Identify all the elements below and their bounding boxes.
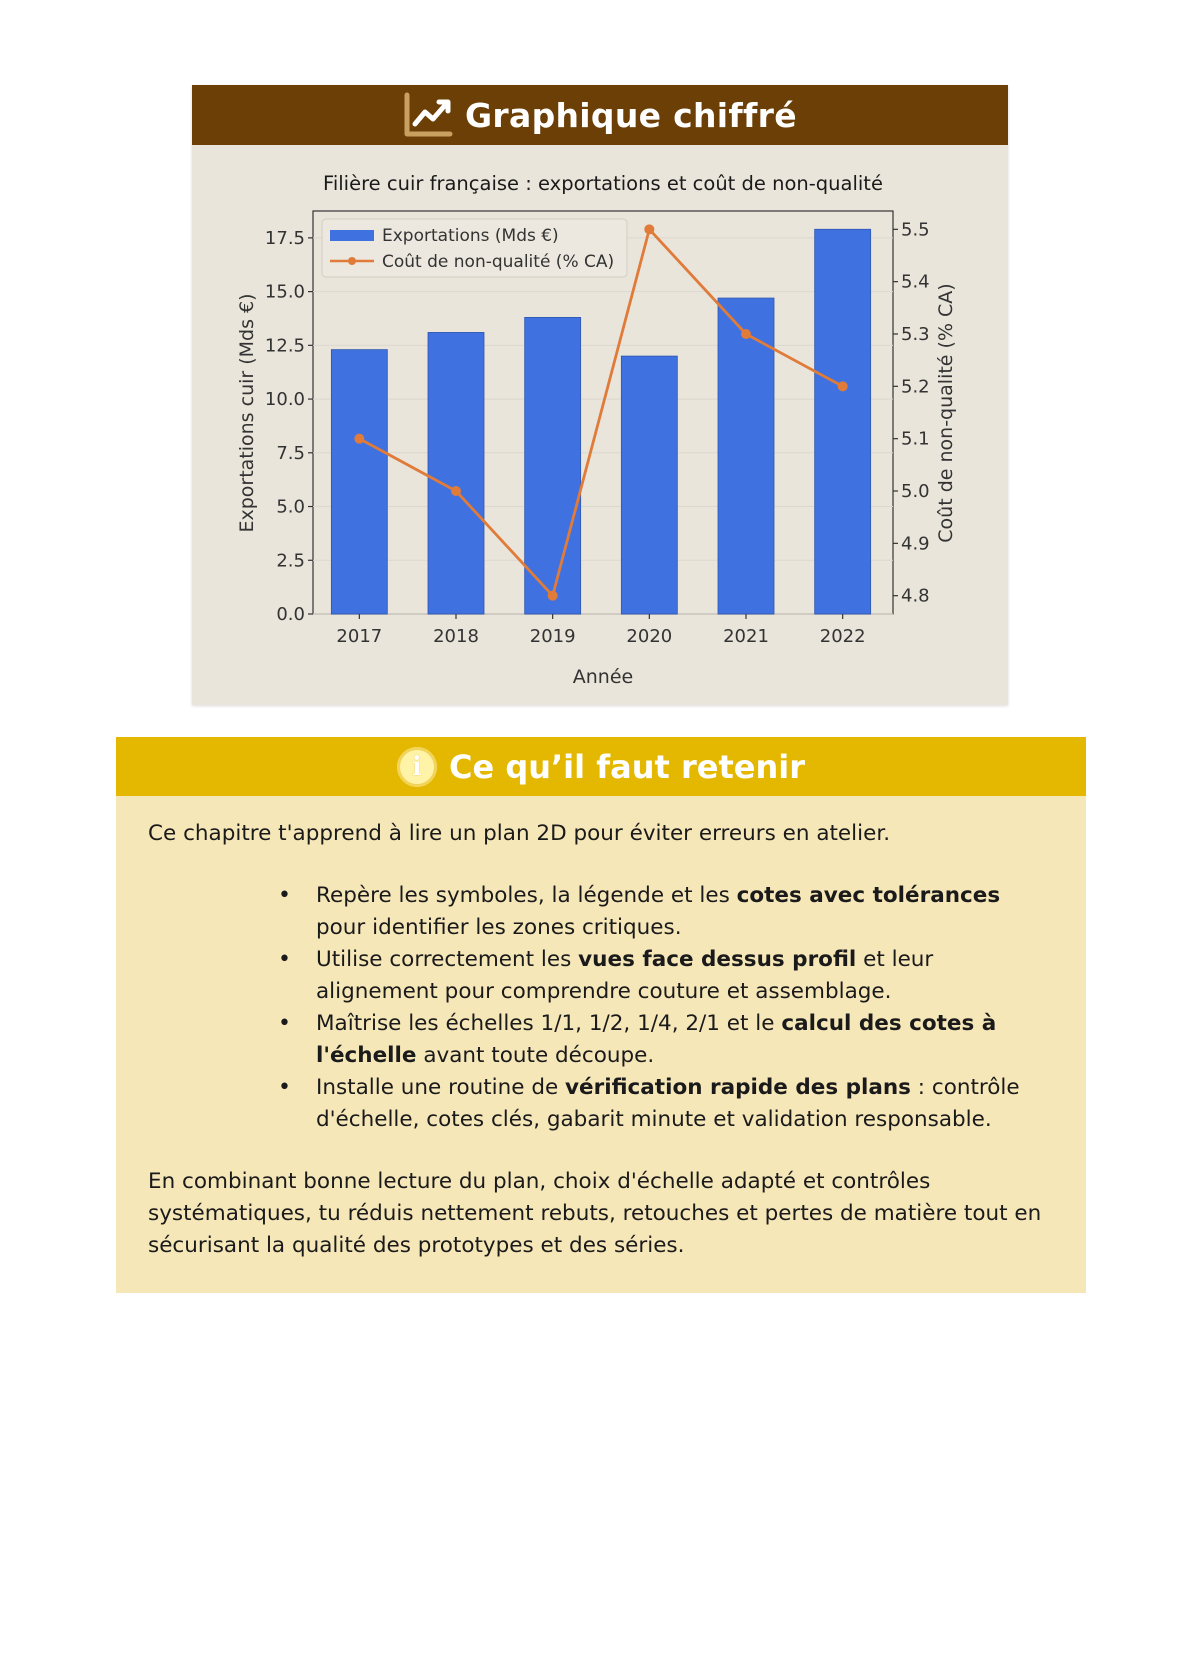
chart-title: Filière cuir française : exportations et coût de non-qualité — [323, 172, 883, 195]
y2-tick-label: 5.4 — [901, 271, 930, 293]
y-tick-label: 10.0 — [264, 389, 305, 411]
y2-tick-label: 4.8 — [901, 585, 930, 607]
x-tick-label: 2019 — [529, 626, 576, 647]
y-tick-label: 12.5 — [264, 335, 305, 357]
chart — [192, 145, 1008, 705]
legend-marker-cost — [348, 257, 356, 265]
summary-bullet-list — [148, 880, 1054, 1136]
summary-card — [116, 737, 1086, 1293]
cost-point-2020 — [644, 224, 654, 234]
bullet-emphasis: vues face dessus profil — [578, 947, 857, 972]
summary-title: Ce qu’il faut retenir — [449, 747, 805, 786]
legend-swatch-exports — [330, 230, 374, 241]
bullet-text: Repère les symboles, la légende et les — [316, 883, 737, 908]
summary-intro: Ce chapitre t'apprend à lire un plan 2D pour éviter erreurs en atelier. — [148, 821, 891, 846]
bar-2020 — [621, 356, 677, 614]
x-tick-label: 2020 — [626, 626, 673, 647]
legend-label-exports: Exportations (Mds €) — [382, 226, 559, 246]
bullet-text: Installe une routine de — [316, 1075, 566, 1100]
bullet-text: : contrôle d'échelle, cotes clés, gabarit minute et validation responsable. — [316, 1075, 1020, 1132]
summary-bullet — [316, 1072, 1054, 1136]
y-tick-label: 15.0 — [264, 281, 305, 303]
cost-point-2017 — [354, 434, 364, 444]
y-tick-label: 7.5 — [276, 442, 305, 464]
y-tick-label: 0.0 — [276, 604, 305, 625]
y2-tick-label: 5.2 — [901, 376, 930, 398]
y-tick-label: 17.5 — [264, 227, 305, 249]
line-chart-icon — [403, 92, 453, 138]
bullet-text: pour identifier les zones critiques. — [316, 915, 682, 940]
chart-header-title: Graphique chiffré — [465, 95, 797, 135]
bullet-emphasis: vérification rapide des plans — [565, 1075, 911, 1100]
bullet-emphasis: cotes avec tolérances — [736, 883, 1001, 908]
chart-card — [192, 85, 1008, 705]
y2-tick-label: 5.3 — [901, 323, 930, 345]
legend-label-cost: Coût de non-qualité (% CA) — [382, 252, 615, 272]
summary-bullet — [316, 880, 1054, 944]
x-tick-label: 2018 — [433, 626, 479, 647]
y-tick-label: 2.5 — [276, 550, 305, 572]
info-icon-glyph: i — [412, 751, 422, 782]
summary-body — [116, 796, 1086, 1262]
cost-point-2021 — [741, 329, 751, 339]
info-icon — [397, 747, 437, 787]
y-tick-label: 5.0 — [276, 496, 305, 518]
x-axis-label: Année — [572, 666, 634, 688]
y2-tick-label: 5.0 — [901, 481, 930, 503]
summary-header — [116, 737, 1086, 796]
bar-2019 — [525, 317, 581, 614]
bullet-emphasis: calcul des cotes à l'échelle — [316, 1011, 997, 1068]
x-tick-label: 2017 — [336, 626, 383, 647]
y2-axis-label: Coût de non-qualité (% CA) — [935, 283, 957, 543]
bullet-text: et leur alignement pour comprendre couture et assemblage. — [316, 947, 934, 1004]
summary-bullet — [316, 1008, 1054, 1072]
chart-legend — [322, 219, 627, 277]
bar-2022 — [815, 229, 871, 614]
bullet-text: Utilise correctement les — [316, 947, 579, 972]
y2-tick-label: 4.9 — [901, 533, 930, 555]
bar-2017 — [331, 350, 387, 614]
bar-2018 — [428, 332, 484, 614]
cost-point-2022 — [838, 381, 848, 391]
cost-point-2018 — [451, 486, 461, 496]
summary-bullet — [316, 944, 1054, 1008]
bullet-text: avant toute découpe. — [416, 1043, 655, 1068]
summary-conclusion: En combinant bonne lecture du plan, choix d'échelle adapté et contrôles systématiques, tu réduis nettement rebuts, retouches et pertes de matière tout en sécurisant la qualité des prototypes et des séries. — [148, 1169, 1042, 1258]
cost-point-2019 — [548, 591, 558, 601]
chart-header — [192, 85, 1008, 145]
y2-tick-label: 5.1 — [901, 428, 930, 450]
y-axis-label: Exportations cuir (Mds €) — [236, 293, 258, 533]
x-tick-label: 2021 — [723, 626, 769, 647]
y2-tick-label: 5.5 — [901, 219, 930, 241]
x-tick-label: 2022 — [819, 626, 866, 647]
bullet-text: Maîtrise les échelles 1/1, 1/2, 1/4, 2/1 et le — [316, 1011, 782, 1036]
